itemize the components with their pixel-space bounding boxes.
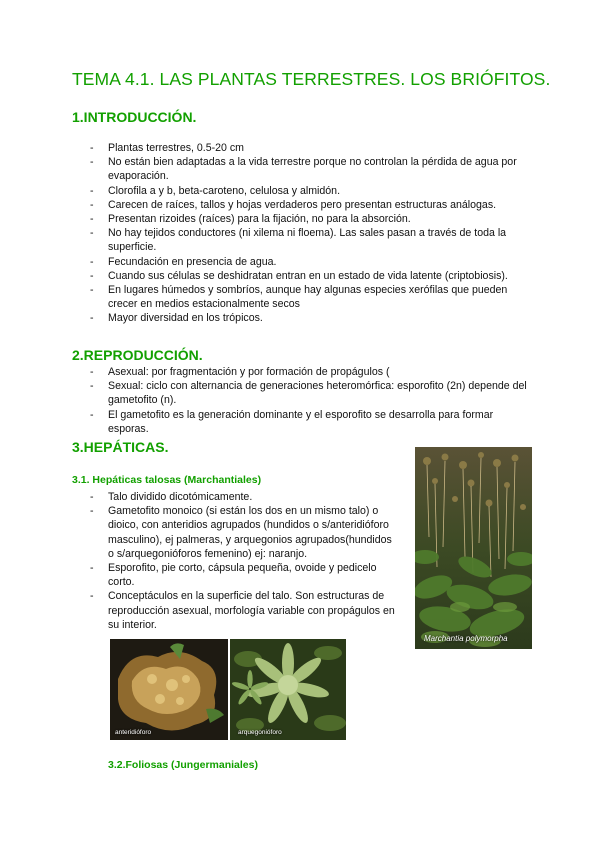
arquegonioforo-photo [230, 639, 346, 740]
list-item: - No hay tejidos conductores (ni xilema ni floema). Las sales pasan a través de toda la superficie. [90, 226, 530, 254]
anteridioforo-caption: anteridióforo [115, 729, 152, 736]
marchantia-caption: Marchantia polymorpha [424, 634, 508, 643]
moss-photo-icon [415, 447, 532, 649]
list-item: - Conceptáculos en la superficie del talo. Son estructuras de reproducción asexual, morfología variable con propágulos en su interior. [90, 589, 400, 632]
thallus-photo-icon [110, 639, 228, 740]
list-item: - Esporofito, pie corto, cápsula pequeña, ovoide y pedicelo corto. [90, 561, 400, 589]
list-item: - Sexual: ciclo con alternancia de generaciones heteromórfica: esporofito (2n) depende del gametofito (n). [90, 379, 530, 407]
list-item: - Carecen de raíces, tallos y hojas verdaderos pero presentan estructuras análogas. [90, 198, 530, 212]
list-item: - Presentan rizoides (raíces) para la fijación, no para la absorción. [90, 212, 530, 226]
section-heading-hepaticas: 3.HEPÁTICAS. [72, 439, 169, 455]
list-item: - Fecundación en presencia de agua. [90, 255, 530, 269]
intro-list [90, 141, 530, 326]
list-item: - En lugares húmedos y sombríos, aunque hay algunas especies xerófilas que pueden crecer en medios estacionalmente secos [90, 283, 530, 311]
anteridioforo-photo [110, 639, 228, 740]
section-heading-introduccion: 1.INTRODUCCIÓN. [72, 109, 197, 125]
list-item: - Clorofila a y b, beta-caroteno, celulosa y almidón. [90, 184, 530, 198]
talosas-list [90, 490, 400, 632]
star-thallus-photo-icon [230, 639, 346, 740]
list-item: - Mayor diversidad en los trópicos. [90, 311, 530, 325]
list-item: - No están bien adaptadas a la vida terrestre porque no controlan la pérdida de agua por evaporación. [90, 155, 530, 183]
arquegonioforo-caption: arquegonióforo [238, 729, 282, 736]
page-title: TEMA 4.1. LAS PLANTAS TERRESTRES. LOS BRIÓFITOS. [72, 69, 551, 89]
list-item: - El gametofito es la generación dominante y el esporofito se desarrolla para formar esporas. [90, 408, 530, 436]
list-item: - Talo dividido dicotómicamente. [90, 490, 400, 504]
list-item: - Cuando sus células se deshidratan entran en un estado de vida latente (criptobiosis). [90, 269, 530, 283]
section-heading-reproduccion: 2.REPRODUCCIÓN. [72, 347, 203, 363]
list-item: - Gametofito monoico (si están los dos en un mismo talo) o dioico, con anteridios agrupados (hundidos o s/anteridióforo masculino), ej palmeras, y arquegonios agrupados(hundidos o s/arquegonióforos femenino) ej: naranjo. [90, 504, 400, 561]
marchantia-photo [415, 447, 532, 649]
repro-list [90, 365, 530, 436]
list-item: - Asexual: por fragmentación y por formación de propágulos ( [90, 365, 530, 379]
subsection-heading-foliosas: 3.2.Foliosas (Jungermaniales) [108, 759, 258, 771]
subsection-heading-talosas: 3.1. Hepáticas talosas (Marchantiales) [72, 474, 262, 486]
list-item: - Plantas terrestres, 0.5-20 cm [90, 141, 530, 155]
